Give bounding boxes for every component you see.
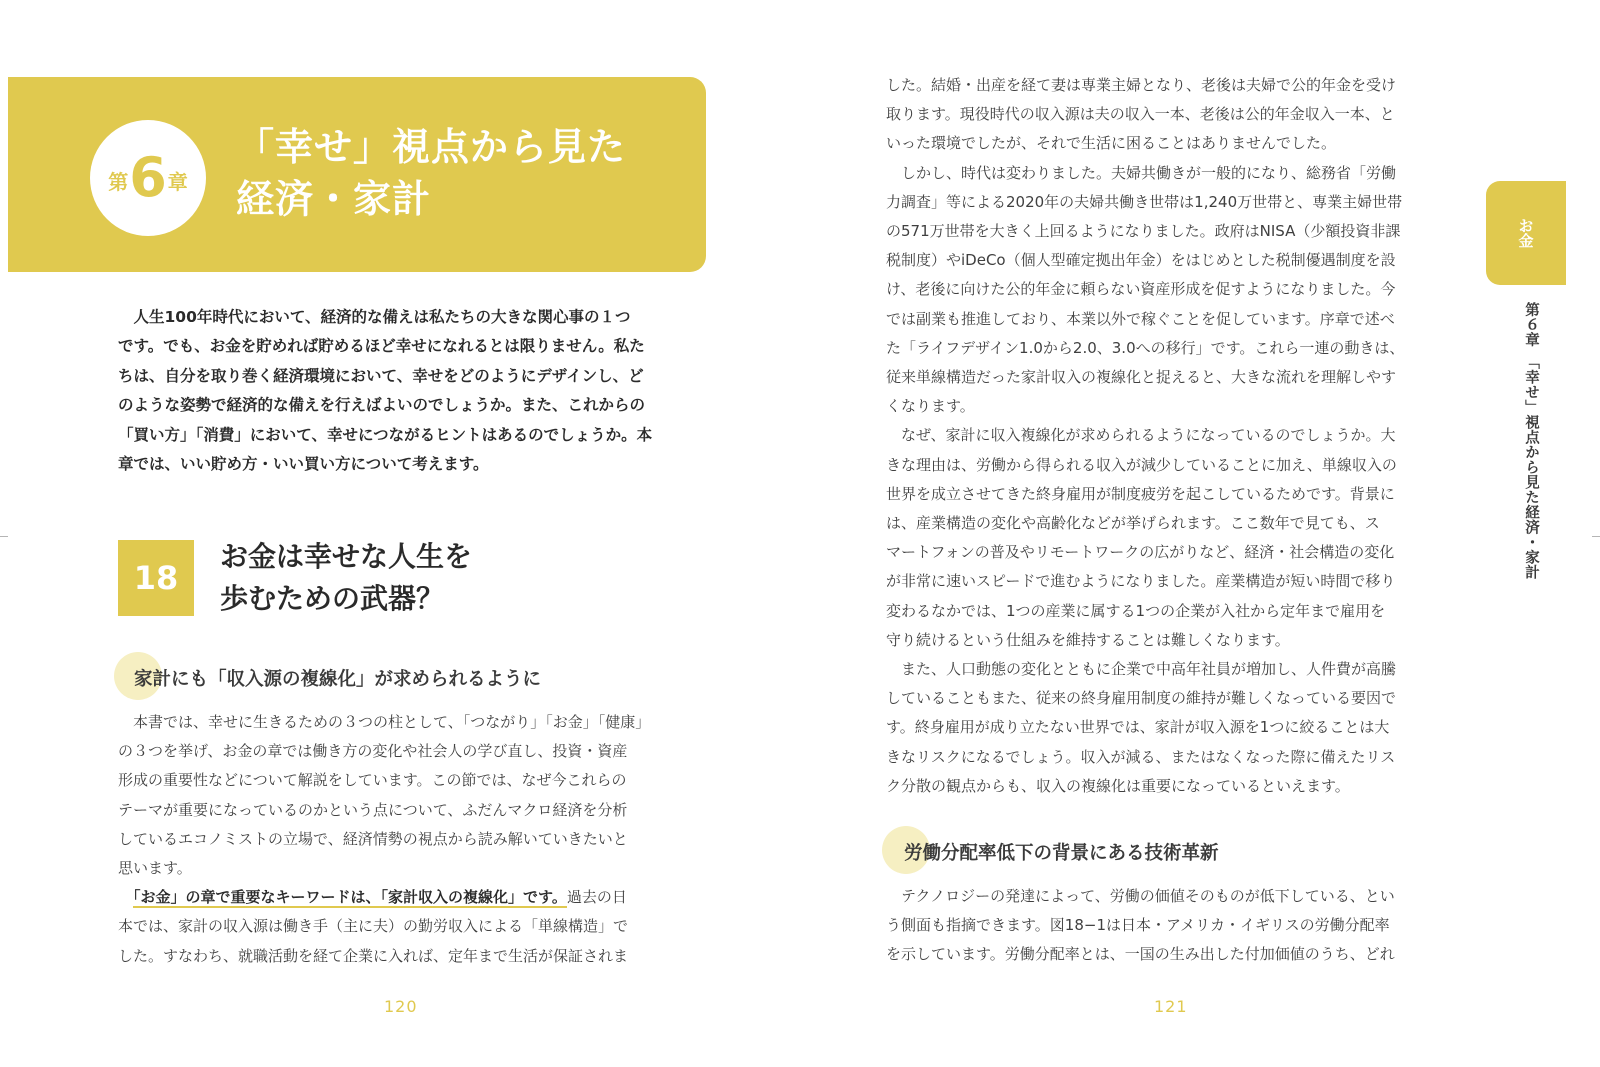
chapter-side-tab: お金 xyxy=(1486,181,1566,285)
chapter-suffix: 章 xyxy=(167,169,188,194)
body-line-tail: 過去の日 xyxy=(566,888,627,907)
chapter-title-line: 経済・家計 xyxy=(236,177,432,221)
body-line: 形成の重要性などについて解説をしています。この節では、なぜ今これらの xyxy=(118,771,627,790)
chapter-banner xyxy=(8,77,706,272)
body-line: の３つを挙げ、お金の章では働き方の変化や社会人の学び直し、投資・資産 xyxy=(118,742,628,761)
body-line: 変わるなかでは、1つの産業に属する1つの企業が入社から定年まで雇用を xyxy=(886,601,1386,620)
section-title-line: 歩むための武器？ xyxy=(220,582,445,615)
body-line: した。結婚・出産を経て妻は専業主婦となり、老後は夫婦で公的年金を受け xyxy=(886,76,1397,94)
lead-line: 人生100年時代において、経済的な備えは私たちの大きな関心事の１つ xyxy=(118,308,631,326)
subheading xyxy=(114,652,542,690)
body-line: ク分散の観点からも、収入の複線化は重要になっているといえます。 xyxy=(886,776,1350,795)
section-title xyxy=(220,536,472,620)
chapter-prefix: 第 xyxy=(108,169,129,194)
chapter-title xyxy=(236,121,626,225)
body-line: また、人口動態の変化とともに企業で中高年社員が増加し、人件費が高騰 xyxy=(886,660,1397,679)
body-line: 取ります。現役時代の収入源は夫の収入一本、老後は公的年金収入一本、と xyxy=(886,105,1395,124)
body-line: す。終身雇用が成り立たない世界では、家計が収入源を1つに絞ることは大 xyxy=(886,718,1390,737)
body-line: 思います。 xyxy=(118,859,192,878)
body-line: 力調査」等による2020年の夫婦共働き世帯は1,240万世帯と、専業主婦世帯 xyxy=(886,192,1403,211)
body-line: していることもまた、従来の終身雇用制度の維持が難しくなっている要因で xyxy=(886,689,1397,708)
body-line: 税制度）やiDeCo（個人型確定拠出年金）をはじめとした税制優遇制度を設 xyxy=(886,251,1396,270)
body-line: の571万世帯を大きく上回るようになりました。政府はNISA（少額投資非課 xyxy=(886,222,1401,241)
body-line: では副業も推進しており、本業以外で稼ぐことを促しています。序章で述べ xyxy=(886,309,1395,328)
body-line: くなります。 xyxy=(886,397,975,416)
chapter-number-badge xyxy=(90,120,206,236)
section-title-line: お金は幸せな人生を xyxy=(220,540,473,573)
body-line: なぜ、家計に収入複線化が求められるようになっているのでしょうか。大 xyxy=(886,426,1396,445)
body-line: 本では、家計の収入源は働き手（主に夫）の勤労収入による「単線構造」で xyxy=(118,917,629,936)
body-line-highlight xyxy=(118,883,650,912)
body-line: 本書では、幸せに生きるための３つの柱として、「つながり」「お金」「健康」 xyxy=(118,713,651,731)
body-line: しかし、時代は変わりました。夫婦共働きが一般的になり、総務省「労働 xyxy=(886,163,1397,182)
body-line: た「ライフデザイン1.0から2.0、3.0への移行」です。これら一連の動きは、 xyxy=(886,338,1405,357)
subheading-text: 家計にも「収入源の複線化」が求められるように xyxy=(134,669,542,690)
body-line: う側面も指摘できます。図18−1は日本・アメリカ・イギリスの労働分配率 xyxy=(886,916,1390,935)
lead-line: 「買い方」「消費」において、幸せにつながるヒントはあるのでしょうか。本 xyxy=(118,425,653,444)
page-number-left: 120 xyxy=(384,997,418,1016)
right-body-text-2 xyxy=(886,882,1395,970)
body-line: は、産業構造の変化や高齢化などが挙げられます。ここ数年で見ても、ス xyxy=(886,514,1380,533)
body-line: した。すなわち、就職活動を経て企業に入れば、定年まで生活が保証されま xyxy=(118,946,629,965)
body-line: テクノロジーの発達によって、労働の価値そのものが低下している、とい xyxy=(886,887,1395,905)
body-line: しているエコノミストの立場で、経済情勢の視点から読み解いていきたいと xyxy=(118,829,628,848)
body-line: を示しています。労働分配率とは、一国の生み出した付加価値のうち、どれ xyxy=(886,945,1395,964)
crop-mark-right xyxy=(1592,536,1600,537)
right-body-text xyxy=(886,71,1404,801)
lead-line: ちは、自分を取り巻く経済環境において、幸せをどのようにデザインし、ど xyxy=(118,366,644,385)
body-line: け、老後に向けた公的年金に頼らない資産形成を促すようになりました。今 xyxy=(886,280,1396,299)
chapter-title-line: 「幸せ」視点から見た xyxy=(236,125,627,169)
chapter-number: 6 xyxy=(129,146,167,209)
page-number-right: 121 xyxy=(1154,997,1188,1016)
body-line: いった環境でしたが、それで生活に困ることはありませんでした。 xyxy=(886,134,1337,153)
body-line: 従来単線構造だった家計収入の複線化と捉えると、大きな流れを理解しやす xyxy=(886,368,1397,387)
body-line: 世界を成立させてきた終身雇用が制度疲労を起こしているためです。背景に xyxy=(886,484,1395,503)
running-title: 第６章 「幸せ」視点から見た経済・家計 xyxy=(1523,302,1539,580)
chapter-lead xyxy=(118,303,698,479)
body-line: マートフォンの普及やリモートワークの広がりなど、経済・社会構造の変化 xyxy=(886,543,1395,562)
body-line: きなリスクになるでしょう。収入が減る、またはなくなった際に備えたリス xyxy=(886,747,1396,766)
keyword-highlight: 「お金」の章で重要なキーワードは、「家計収入の複線化」です。 xyxy=(133,888,567,907)
body-line: テーマが重要になっているのかという点について、ふだんマクロ経済を分析 xyxy=(118,800,628,819)
lead-line: のような姿勢で経済的な備えを行えばよいのでしょうか。また、これからの xyxy=(118,396,646,415)
lead-line: です。でも、お金を貯めれば貯めるほど幸せになれるとは限りません。私た xyxy=(118,337,645,356)
body-line: 守り続けるという仕組みを維持することは難しくなります。 xyxy=(886,630,1290,649)
body-text xyxy=(118,708,650,971)
body-line: が非常に速いスピードで進むようになりました。産業構造が短い時間で移り xyxy=(886,572,1396,591)
subheading-right xyxy=(882,826,1219,864)
section-number: 18 xyxy=(118,540,194,616)
subheading-text: 労働分配率低下の背景にある技術革新 xyxy=(904,843,1219,864)
lead-line: 章では、いい貯め方・いい買い方について考えます。 xyxy=(118,455,489,474)
body-line: きな理由は、労働から得られる収入が減少していることに加え、単線収入の xyxy=(886,455,1397,474)
